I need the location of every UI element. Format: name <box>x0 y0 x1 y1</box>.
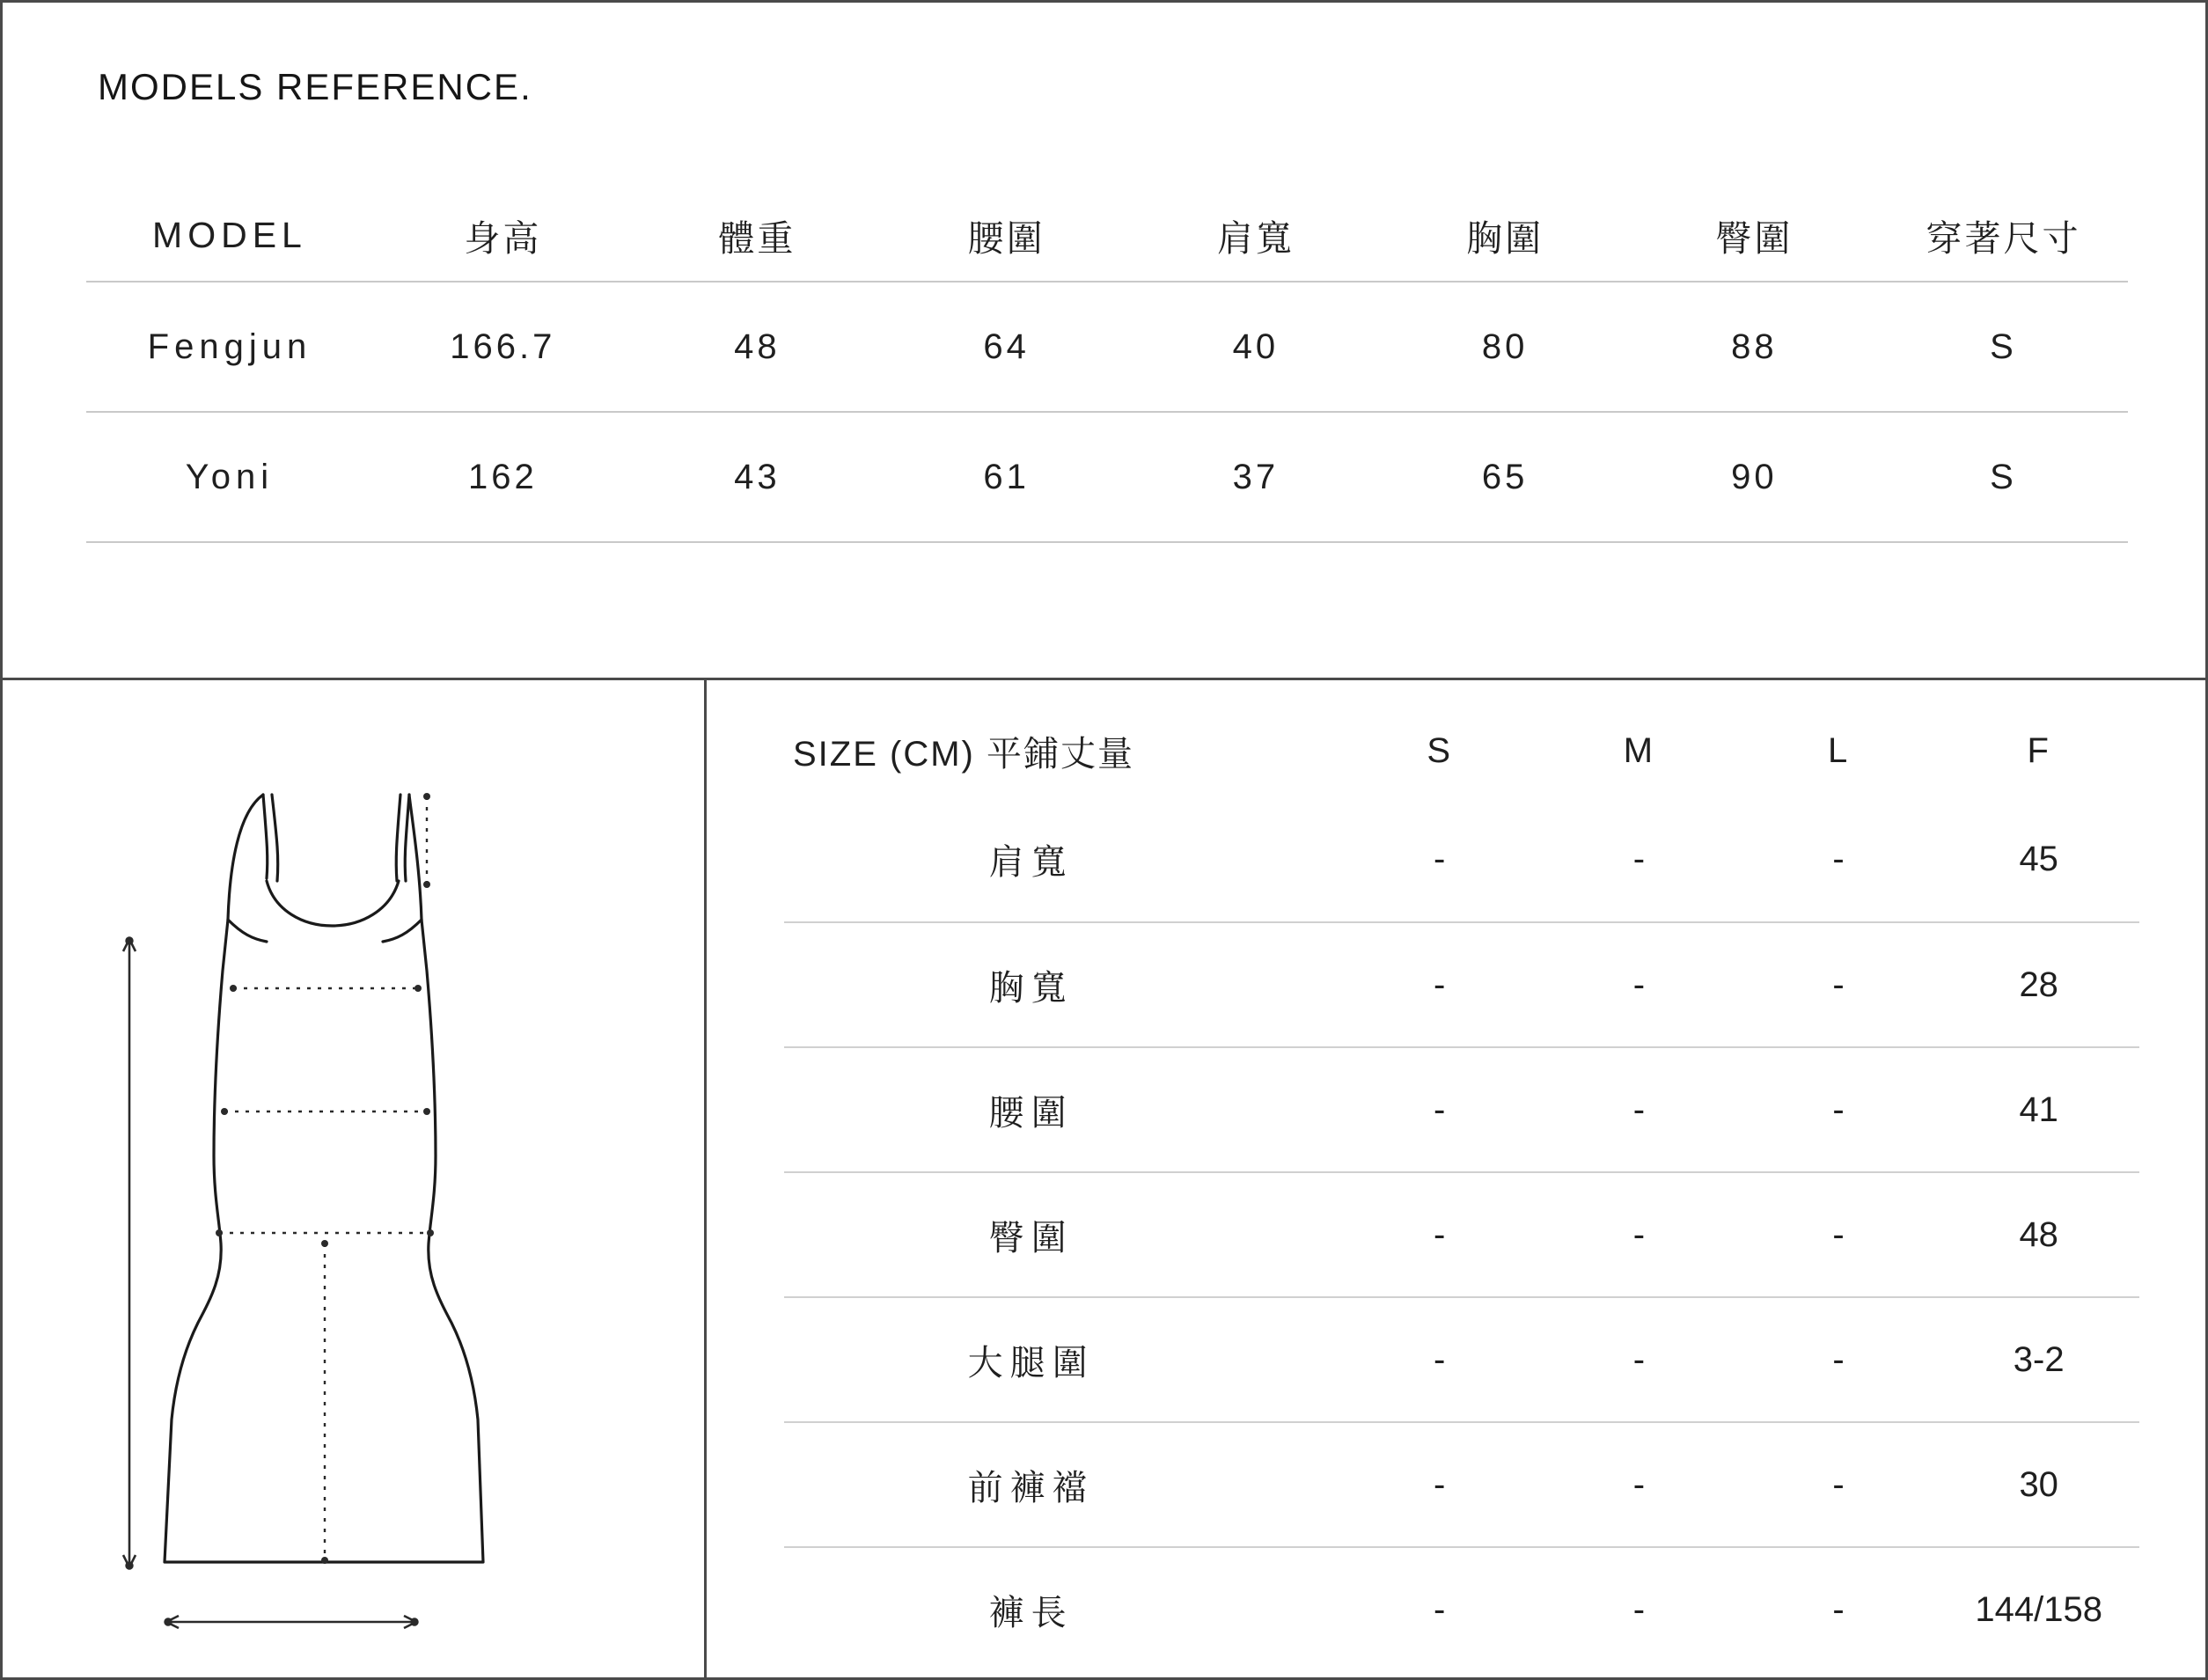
table-row <box>784 922 2139 1047</box>
models-reference-section <box>3 3 2205 680</box>
cell-m: - <box>1539 1297 1739 1422</box>
cell-l: - <box>1739 1172 1939 1297</box>
cell-m: - <box>1539 1172 1739 1297</box>
header-size-label: SIZE (CM) 平鋪丈量 <box>793 735 1134 774</box>
table-row <box>784 1172 2139 1297</box>
row-label: 前褲襠 <box>784 1422 1339 1547</box>
cell-weight: 43 <box>633 412 882 542</box>
cell-bust: 65 <box>1380 412 1629 542</box>
table-row <box>86 412 2128 542</box>
row-label: 褲長 <box>988 1594 1074 1632</box>
page-title: MODELS REFERENCE. <box>98 66 532 107</box>
cell-hip: 88 <box>1630 282 1879 412</box>
cell-s: - <box>1339 1172 1539 1297</box>
cell-f: 48 <box>1938 1172 2139 1297</box>
camisole-dress-diagram-icon <box>3 680 707 1680</box>
cell-worn-size: S <box>1879 412 2128 542</box>
row-label: 大腿圍 <box>784 1297 1339 1422</box>
cell-m: - <box>1539 1422 1739 1547</box>
cell-model-name: Fengjun <box>86 282 373 412</box>
cell-s: - <box>1339 797 1539 922</box>
cell-weight: 48 <box>633 282 882 412</box>
cell-waist: 64 <box>882 282 1131 412</box>
header-size-s: S <box>1427 731 1453 770</box>
cell-shoulder: 37 <box>1131 412 1380 542</box>
table-header-row <box>86 209 2128 282</box>
header-size-m: M <box>1623 731 1655 770</box>
table-row <box>86 282 2128 412</box>
header-size-l: L <box>1827 731 1850 770</box>
cell-l: - <box>1832 1590 1845 1629</box>
header-bust: 胸圍 <box>1380 209 1629 282</box>
cell-f: 30 <box>1938 1422 2139 1547</box>
cell-height: 166.7 <box>373 282 633 412</box>
cell-bust: 80 <box>1380 282 1629 412</box>
header-hip: 臀圍 <box>1630 209 1879 282</box>
cell-f: 28 <box>1938 922 2139 1047</box>
cell-s: - <box>1339 1422 1539 1547</box>
size-measurement-pane <box>709 680 2205 1680</box>
table-row <box>784 1422 2139 1547</box>
table-row <box>784 1297 2139 1422</box>
cell-l: - <box>1739 922 1939 1047</box>
cell-m: - <box>1632 1590 1646 1629</box>
header-waist: 腰圍 <box>882 209 1131 282</box>
cell-l: - <box>1739 1297 1939 1422</box>
row-label: 肩寬 <box>784 797 1339 922</box>
cell-l: - <box>1739 1422 1939 1547</box>
cell-hip: 90 <box>1630 412 1879 542</box>
header-model: MODEL <box>86 209 373 282</box>
cell-height: 162 <box>373 412 633 542</box>
row-label: 腰圍 <box>784 1047 1339 1172</box>
table-header-row <box>784 705 2139 797</box>
cell-m: - <box>1539 797 1739 922</box>
row-label: 臀圍 <box>784 1172 1339 1297</box>
cell-worn-size: S <box>1879 282 2128 412</box>
cell-waist: 61 <box>882 412 1131 542</box>
header-shoulder: 肩寬 <box>1131 209 1380 282</box>
cell-l: - <box>1739 797 1939 922</box>
header-worn-size: 穿著尺寸 <box>1879 209 2128 282</box>
cell-model-name: Yoni <box>86 412 373 542</box>
cell-shoulder: 40 <box>1131 282 1380 412</box>
cell-s: - <box>1339 1047 1539 1172</box>
cell-f: 144/158 <box>1975 1590 2102 1629</box>
row-label: 胸寬 <box>784 922 1339 1047</box>
cell-l: - <box>1739 1047 1939 1172</box>
garment-illustration-pane <box>3 680 707 1680</box>
cell-m: - <box>1539 922 1739 1047</box>
cell-f: 45 <box>1938 797 2139 922</box>
table-row <box>784 1547 2139 1672</box>
cell-f: 3-2 <box>1938 1297 2139 1422</box>
size-measurement-table <box>784 705 2139 1672</box>
cell-m: - <box>1539 1047 1739 1172</box>
cell-f: 41 <box>1938 1047 2139 1172</box>
cell-s: - <box>1339 922 1539 1047</box>
models-reference-table <box>86 209 2128 543</box>
table-row <box>784 797 2139 922</box>
table-row <box>784 1047 2139 1172</box>
header-size-f: F <box>2027 731 2050 770</box>
cell-s: - <box>1434 1590 1446 1629</box>
header-weight: 體重 <box>633 209 882 282</box>
cell-s: - <box>1339 1297 1539 1422</box>
header-height: 身高 <box>373 209 633 282</box>
